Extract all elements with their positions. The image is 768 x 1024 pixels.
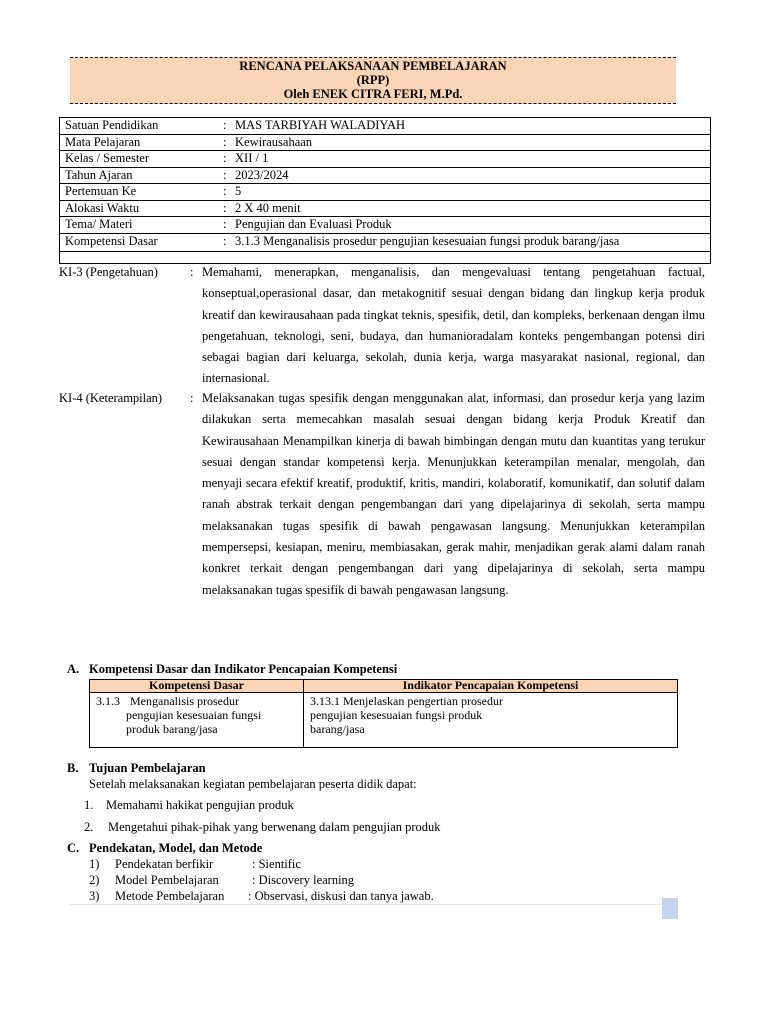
identity-row (60, 118, 710, 135)
ki4-block (59, 388, 705, 601)
identity-value: 2023/2024 (235, 167, 289, 182)
identity-row (60, 168, 710, 185)
identity-row (60, 234, 710, 252)
identity-label: Kelas / Semester (65, 151, 150, 165)
kd-cell-line: produk barang/jasa (126, 722, 218, 736)
ipk-column-header: Indikator Pencapaian Kompetensi (402, 678, 579, 692)
ki4-colon: : (190, 391, 194, 405)
section-b-letter: B. (67, 761, 79, 775)
list-item (89, 857, 301, 872)
list-item-number: 1. (84, 798, 94, 812)
kd-table-header (90, 680, 677, 693)
list-item-value: : Sientific (252, 857, 301, 871)
list-item-value: : Observasi, diskusi dan tanya jawab. (248, 889, 434, 903)
section-a-heading (67, 662, 397, 677)
identity-colon: : (223, 167, 227, 182)
identity-label: Tahun Ajaran (65, 167, 133, 182)
identity-colon: : (223, 184, 227, 198)
kd-cell (90, 693, 304, 747)
identity-row (60, 217, 710, 234)
kd-number: 3.1.3 (96, 694, 120, 708)
identity-value: 3.1.3 Menganalisis prosedur pengujian kesesuaian fungsi produk barang/jasa (235, 233, 620, 248)
section-a-letter: A. (67, 662, 80, 676)
ki4-label: KI-4 (Keterampilan) (59, 391, 163, 405)
list-item-value: : Discovery learning (252, 873, 355, 887)
identity-label: Satuan Pendidikan (65, 118, 159, 132)
section-c-letter: C. (67, 841, 80, 855)
identity-label: Mata Pelajaran (65, 134, 141, 149)
identity-value: MAS TARBIYAH WALADIYAH (235, 118, 406, 132)
kd-ipk-table (89, 679, 678, 748)
ki4-text: Melaksanakan tugas spesifik dengan menggunakan alat, informasi, dan prosedur kerja yang lazim dilakukan serta memecahkan masalah sesuai dengan bidang kerja Produk Kreatif dan Kewirausahaan Menampilkan kinerja di bawah bimbingan dengan mutu dan kuantitas yang terukur sesuai dengan standar kompetensi kerja. Menunjukkan keterampilan menalar, mengolah, dan menyaji secara efektif kreatif, produktif, kritis, mandiri, kolaboratif, komunikatif, dan solutif dalam ranah abstrak terkait dengan pengembangan dari yang dipelajarinya di sekolah, serta mampu melaksanakan tugas spesifik di bawah pengawasan langsung. Menunjukkan keterampilan mempersepsi, kesiapan, meniru, membiasakan, gerak mahir, menjadikan gerak alami dalam ranah konkret terkait dengan pengembangan dari yang dipelajarinya di sekolah, serta mampu melaksanakan tugas spesifik di bawah pengawasan langsung. (202, 391, 705, 597)
section-b-title: Tujuan Pembelajaran (89, 761, 206, 775)
section-c-title: Pendekatan, Model, dan Metode (89, 841, 263, 855)
identity-label: Alokasi Waktu (65, 200, 140, 215)
identity-label: Kompetensi Dasar (65, 233, 158, 248)
title-line-1: RENCANA PELAKSANAAN PEMBELAJARAN (239, 59, 507, 73)
ipk-cell-line: pengujian kesesuaian fungsi produk (310, 708, 483, 722)
identity-row (60, 151, 710, 168)
kd-cell-line (96, 694, 303, 708)
table-row (90, 693, 677, 747)
list-item-label: Pendekatan berfikir (115, 857, 214, 871)
list-item-number: 1) (89, 857, 100, 871)
section-b-heading (67, 761, 206, 776)
kd-column-header: Kompetensi Dasar (90, 680, 304, 692)
identity-table (59, 117, 711, 264)
identity-label: Tema/ Materi (65, 217, 133, 231)
list-item-text: Memahami hakikat pengujian produk (106, 798, 294, 812)
identity-colon: : (223, 200, 227, 215)
identity-row (60, 135, 710, 152)
list-item (84, 798, 294, 813)
identity-value: 5 (235, 184, 242, 198)
identity-value: 2 X 40 menit (235, 200, 301, 215)
ipk-cell (304, 693, 677, 747)
title-line-3: Oleh ENEK CITRA FERI, M.Pd. (283, 87, 463, 101)
identity-value: XII / 1 (235, 151, 269, 165)
ipk-cell-line: barang/jasa (310, 722, 365, 736)
kd-text: Menganalisis prosedur (130, 694, 239, 708)
section-c-heading (67, 841, 262, 856)
identity-colon: : (223, 233, 227, 248)
scrollbar-thumb[interactable] (662, 898, 678, 919)
section-a-title: Kompetensi Dasar dan Indikator Pencapaian Kompetensi (89, 662, 398, 676)
section-b-intro: Setelah melaksanakan kegiatan pembelajaran peserta didik dapat: (89, 777, 417, 791)
ki3-text: Memahami, menerapkan, menganalisis, dan mengevaluasi tentang pengetahuan factual, konseptual,operasional dasar, dan metakognitif sesuai dengan bidang dan lingkup kerja produk kreatif dan kewirausahaan pada tingkat teknis, spesifik, detil, dan kompleks, berkenaan dengan ilmu pengetahuan, teknologi, seni, budaya, dan humanioradalam konteks pengembangan potensi diri sebagai bagian dari keluarga, sekolah, dunia kerja, warga masyarakat nasional, regional, dan internasional. (202, 265, 705, 386)
list-item-number: 3) (89, 889, 100, 903)
kd-cell-line: pengujian kesesuaian fungsi (126, 708, 262, 722)
ki3-label: KI-3 (Pengetahuan) (59, 265, 158, 279)
list-item-label: Metode Pembelajaran (115, 889, 225, 903)
identity-label: Pertemuan Ke (65, 184, 137, 198)
list-item-label: Model Pembelajaran (115, 873, 219, 887)
identity-colon: : (223, 151, 227, 165)
identity-colon: : (223, 217, 227, 231)
identity-value: Kewirausahaan (235, 134, 313, 149)
identity-row (60, 184, 710, 201)
list-item (89, 889, 434, 904)
title-line-2: (RPP) (356, 73, 390, 87)
identity-row (60, 201, 710, 218)
identity-value: Pengujian dan Evaluasi Produk (235, 217, 392, 231)
title-banner (70, 57, 676, 104)
list-item-number: 2) (89, 873, 100, 887)
list-item (84, 820, 441, 835)
page-footer-line (70, 904, 676, 905)
identity-colon: : (223, 134, 227, 149)
list-item (89, 873, 354, 888)
ipk-cell-line: 3.13.1 Menjelaskan pengertian prosedur (310, 694, 503, 708)
ki3-colon: : (190, 265, 194, 279)
list-item-number: 2. (84, 820, 94, 834)
list-item-text: Mengetahui pihak-pihak yang berwenang dalam pengujian produk (108, 820, 441, 834)
identity-colon: : (223, 118, 227, 132)
identity-empty-row (60, 252, 710, 263)
ki3-block (59, 262, 705, 390)
